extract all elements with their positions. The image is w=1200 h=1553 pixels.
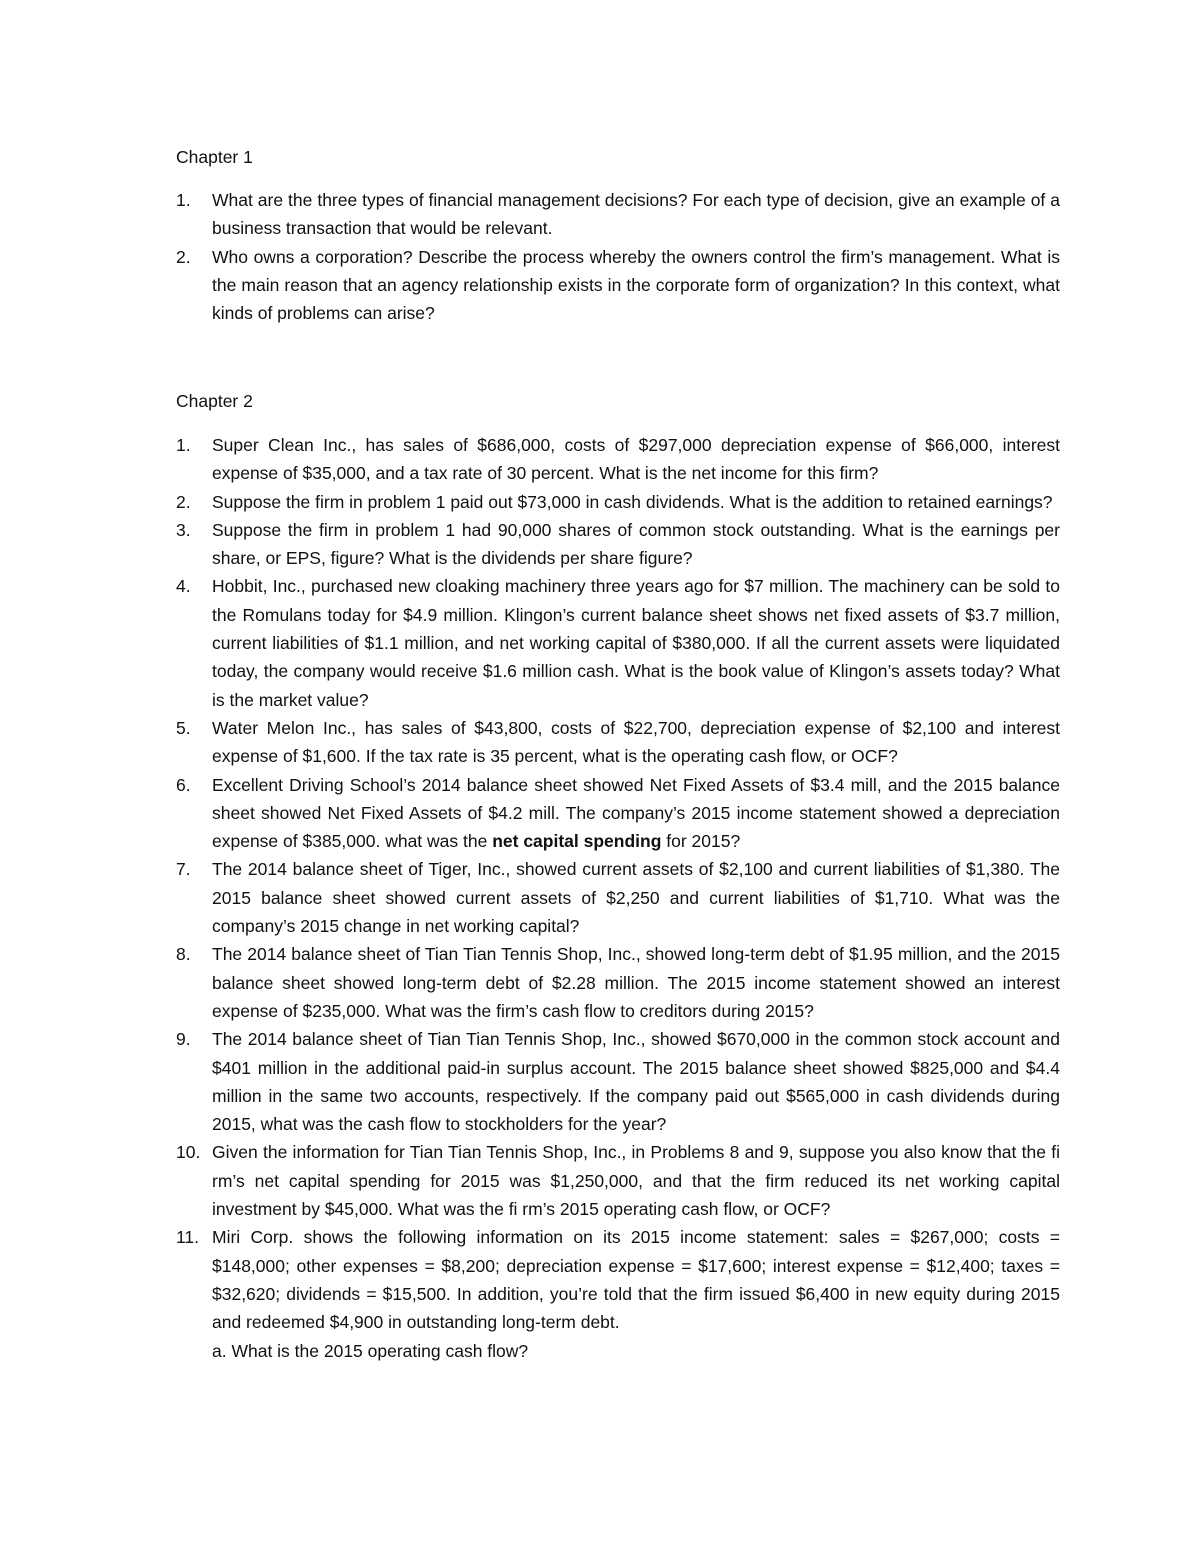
question-text: The 2014 balance sheet of Tian Tian Tennis Shop, Inc., showed long-term debt of $1.95 million, and the 2015 balance sheet showed long-term debt of $2.28 million. The 2015 income statement showed an interest expense of $235,000. What was the firm’s cash flow to creditors during 2015? [212,944,1060,1021]
chapter-2-question-list [176,431,1060,1365]
question-text: Hobbit, Inc., purchased new cloaking machinery three years ago for $7 million. The machinery can be sold to the Romulans today for $4.9 million. Klingon’s current balance sheet shows net fixed assets of $3.7 million, current liabilities of $1.1 million, and net working capital of $380,000. If all the current assets were liquidated today, the company would receive $1.6 million cash. What is the book value of Klingon’s assets today? What is the market value? [212,576,1060,710]
question-item [176,771,1060,856]
question-number: 10. [176,1142,201,1163]
question-item [176,940,1060,1025]
question-number: 2. [176,491,191,512]
question-text: Suppose the firm in problem 1 paid out $73,000 in cash dividends. What is the addition to retained earnings? [212,491,1053,512]
question-text: The 2014 balance sheet of Tian Tian Tennis Shop, Inc., showed $670,000 in the common stock account and $401 million in the additional paid-in surplus account. The 2015 balance sheet showed $825,000 and $4.4 million in the same two accounts, respectively. If the company paid out $565,000 in cash dividends during 2015, what was the cash flow to stockholders for the year? [212,1029,1060,1135]
question-text [212,771,1060,856]
question-number: 6. [176,774,191,795]
question-item [176,714,1060,771]
question-item [176,186,1060,243]
question-text: Suppose the firm in problem 1 had 90,000 shares of common stock outstanding. What is the earnings per share, or EPS, figure? What is the dividends per share figure? [212,519,1060,569]
question-number: 2. [176,246,191,267]
question-number: 3. [176,519,191,540]
chapter-1-title: Chapter 1 [176,147,253,167]
question-text-start: Excellent Driving School’s 2014 balance sheet showed Net Fixed Assets of $3.4 mill, and the 2015 balance sheet showed Net Fixed Assets of $4.2 mill. The company’s 2015 income statement showed a depreciation expense of $385,000. what was the [212,774,1060,852]
question-text: Who owns a corporation? Describe the process whereby the owners control the firm’s management. What is the main reason that an agency relationship exists in the corporate form of organization? In this context, what kinds of problems can arise? [212,246,1060,324]
question-number: 5. [176,717,191,738]
question-item [176,1138,1060,1223]
question-number: 1. [176,435,191,455]
sub-question: a. What is the 2015 operating cash flow? [212,1340,529,1361]
question-number: 4. [176,576,191,597]
question-text: What are the three types of financial management decisions? For each type of decision, give an example of a business transaction that would be relevant. [212,190,1060,239]
question-text: Water Melon Inc., has sales of $43,800, costs of $22,700, depreciation expense of $2,100 and interest expense of $1,600. If the tax rate is 35 percent, what is the operating cash flow, or OCF? [212,717,1060,767]
chapter-2-title: Chapter 2 [176,391,253,411]
bold-term: net capital spending [492,831,662,852]
question-text: Miri Corp. shows the following information on its 2015 income statement: sales = $267,000; costs = $148,000; other expenses = $8,200; depreciation expense = $17,600; interest expense = $12,400; taxes = $32,620; dividends = $15,500. In addition, you’re told that the firm issued $6,400 in new equity during 2015 and redeemed $4,900 in outstanding long-term debt. [212,1227,1060,1333]
question-item [176,1223,1060,1364]
question-item [176,488,1060,516]
question-item [176,1025,1060,1138]
question-number: 8. [176,944,191,965]
question-text-end: for 2015? [661,831,741,852]
question-text: The 2014 balance sheet of Tiger, Inc., showed current assets of $2,100 and current liabilities of $1,380. The 2015 balance sheet showed current assets of $2,250 and current liabilities of $1,710. What was the company’s 2015 change in net working capital? [212,859,1060,937]
chapter-1-question-list [176,186,1060,327]
question-item [176,572,1060,713]
question-number: 9. [176,1029,191,1050]
question-item [176,431,1060,488]
question-item [176,243,1060,328]
question-number: 1. [176,190,191,210]
question-number: 11. [176,1227,200,1248]
question-number: 7. [176,859,191,880]
question-text: Given the information for Tian Tian Tennis Shop, Inc., in Problems 8 and 9, suppose you also know that the fi rm’s net capital spending for 2015 was $1,250,000, and that the firm reduced its net working capital investment by $45,000. What was the fi rm’s 2015 operating cash flow, or OCF? [212,1142,1060,1220]
question-item [176,855,1060,940]
question-item [176,516,1060,573]
question-text: Super Clean Inc., has sales of $686,000, costs of $297,000 depreciation expense of $66,000, interest expense of $35,000, and a tax rate of 30 percent. What is the net income for this firm? [212,435,1060,484]
